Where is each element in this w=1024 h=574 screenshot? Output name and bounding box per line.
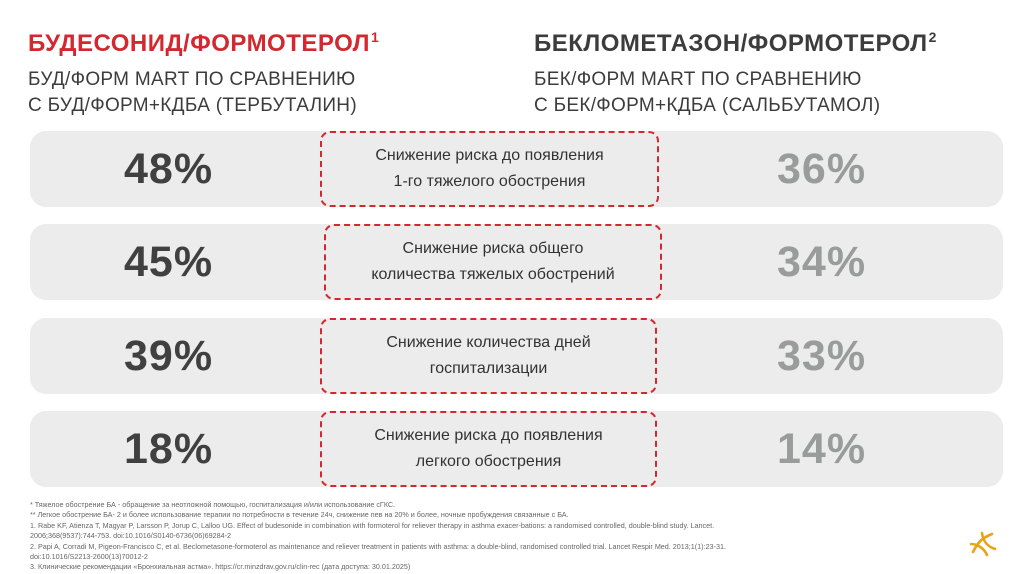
footnote-ref-3: 3. Клинические рекомендации «Бронхиальная астма». https://cr.minzdrav.gov.ru/clin-rec (дата доступа: 30.01.2025) [30,562,411,572]
footnote-ref-2-cont: doi:10.1016/S2213-2600(13)70012-2 [30,552,148,562]
footnotes [30,500,930,573]
left-subtitle-line2: С БУД/ФОРМ+КДБА (ТЕРБУТАЛИН) [28,95,357,116]
outcome-line1: Снижение риска до появления [374,427,603,444]
right-value: 34% [777,238,867,286]
outcome-line2: легкого обострения [415,453,562,470]
footnote-mild-exacerbation: ** Легкое обострение БА- 2 и более использование терапии по потребности в течение 24ч, снижение пев на 20% и более, ночные пробуждения связанные с БА. [30,510,569,520]
left-title-sup: 1 [371,29,380,45]
footnote-ref-1: 1. Rabe KF, Atienza T, Magyar P, Larsson P, Jorup C, Lalloo UG. Effect of budesonide in combination with formoterol for reliever therapy in asthma exacer-bations: a randomised controlled, double-blind study. Lancet. [30,520,715,530]
outcome-line2: 1-го тяжелого обострения [393,173,586,190]
outcome-line2: госпитализации [429,360,548,377]
right-title [534,22,937,59]
comparison-row-4 [30,411,1003,487]
right-title-sup: 2 [928,29,937,45]
footnote-severe-exacerbation: * Тяжелое обострение БА - обращение за неотложной помощью, госпитализация и/или использование сГКС. [30,500,396,509]
left-subtitle [28,67,379,119]
left-column-header [28,22,379,119]
right-value: 33% [777,332,867,380]
outcome-box [320,131,659,207]
brand-logo-icon [968,530,998,558]
footnote-ref-1-cont: 2006;368(9537):744-753. doi:10.1016/S0140-6736(06)69284-2 [30,531,232,541]
outcome-line2: количества тяжелых обострений [371,266,615,283]
outcome-box [320,411,657,487]
left-value: 18% [124,425,214,473]
right-subtitle [534,67,937,119]
comparison-row-2 [30,224,1003,300]
right-title-text: БЕКЛОМЕТАЗОН/ФОРМОТЕРОЛ [534,30,928,57]
outcome-line1: Снижение количества дней [386,334,591,351]
left-title [28,22,379,59]
comparison-row-3 [30,318,1003,394]
right-value: 14% [777,425,867,473]
right-subtitle-line1: БЕК/ФОРМ MART ПО СРАВНЕНИЮ [534,69,862,90]
comparison-row-1 [30,131,1003,207]
outcome-box [324,224,662,300]
outcome-line1: Снижение риска общего [402,240,584,257]
left-value: 45% [124,238,214,286]
left-value: 39% [124,332,214,380]
outcome-line1: Снижение риска до появления [375,147,604,164]
left-subtitle-line1: БУД/ФОРМ MART ПО СРАВНЕНИЮ [28,69,356,90]
right-value: 36% [777,145,867,193]
right-column-header [534,22,937,119]
left-title-text: БУДЕСОНИД/ФОРМОТЕРОЛ [28,30,370,57]
footnote-ref-2: 2. Papi A, Corradi M, Pigeon-Francisco C, et al. Beclometasone-formoterol as maintenance and reliever treatment in patients with asthma: a double-blind, randomised controlled trial. Lancet Respir Med. 2013;1(1):23-31. [30,541,726,551]
left-value: 48% [124,145,214,193]
right-subtitle-line2: С БЕК/ФОРМ+КДБА (САЛЬБУТАМОЛ) [534,95,881,116]
outcome-box [320,318,657,394]
